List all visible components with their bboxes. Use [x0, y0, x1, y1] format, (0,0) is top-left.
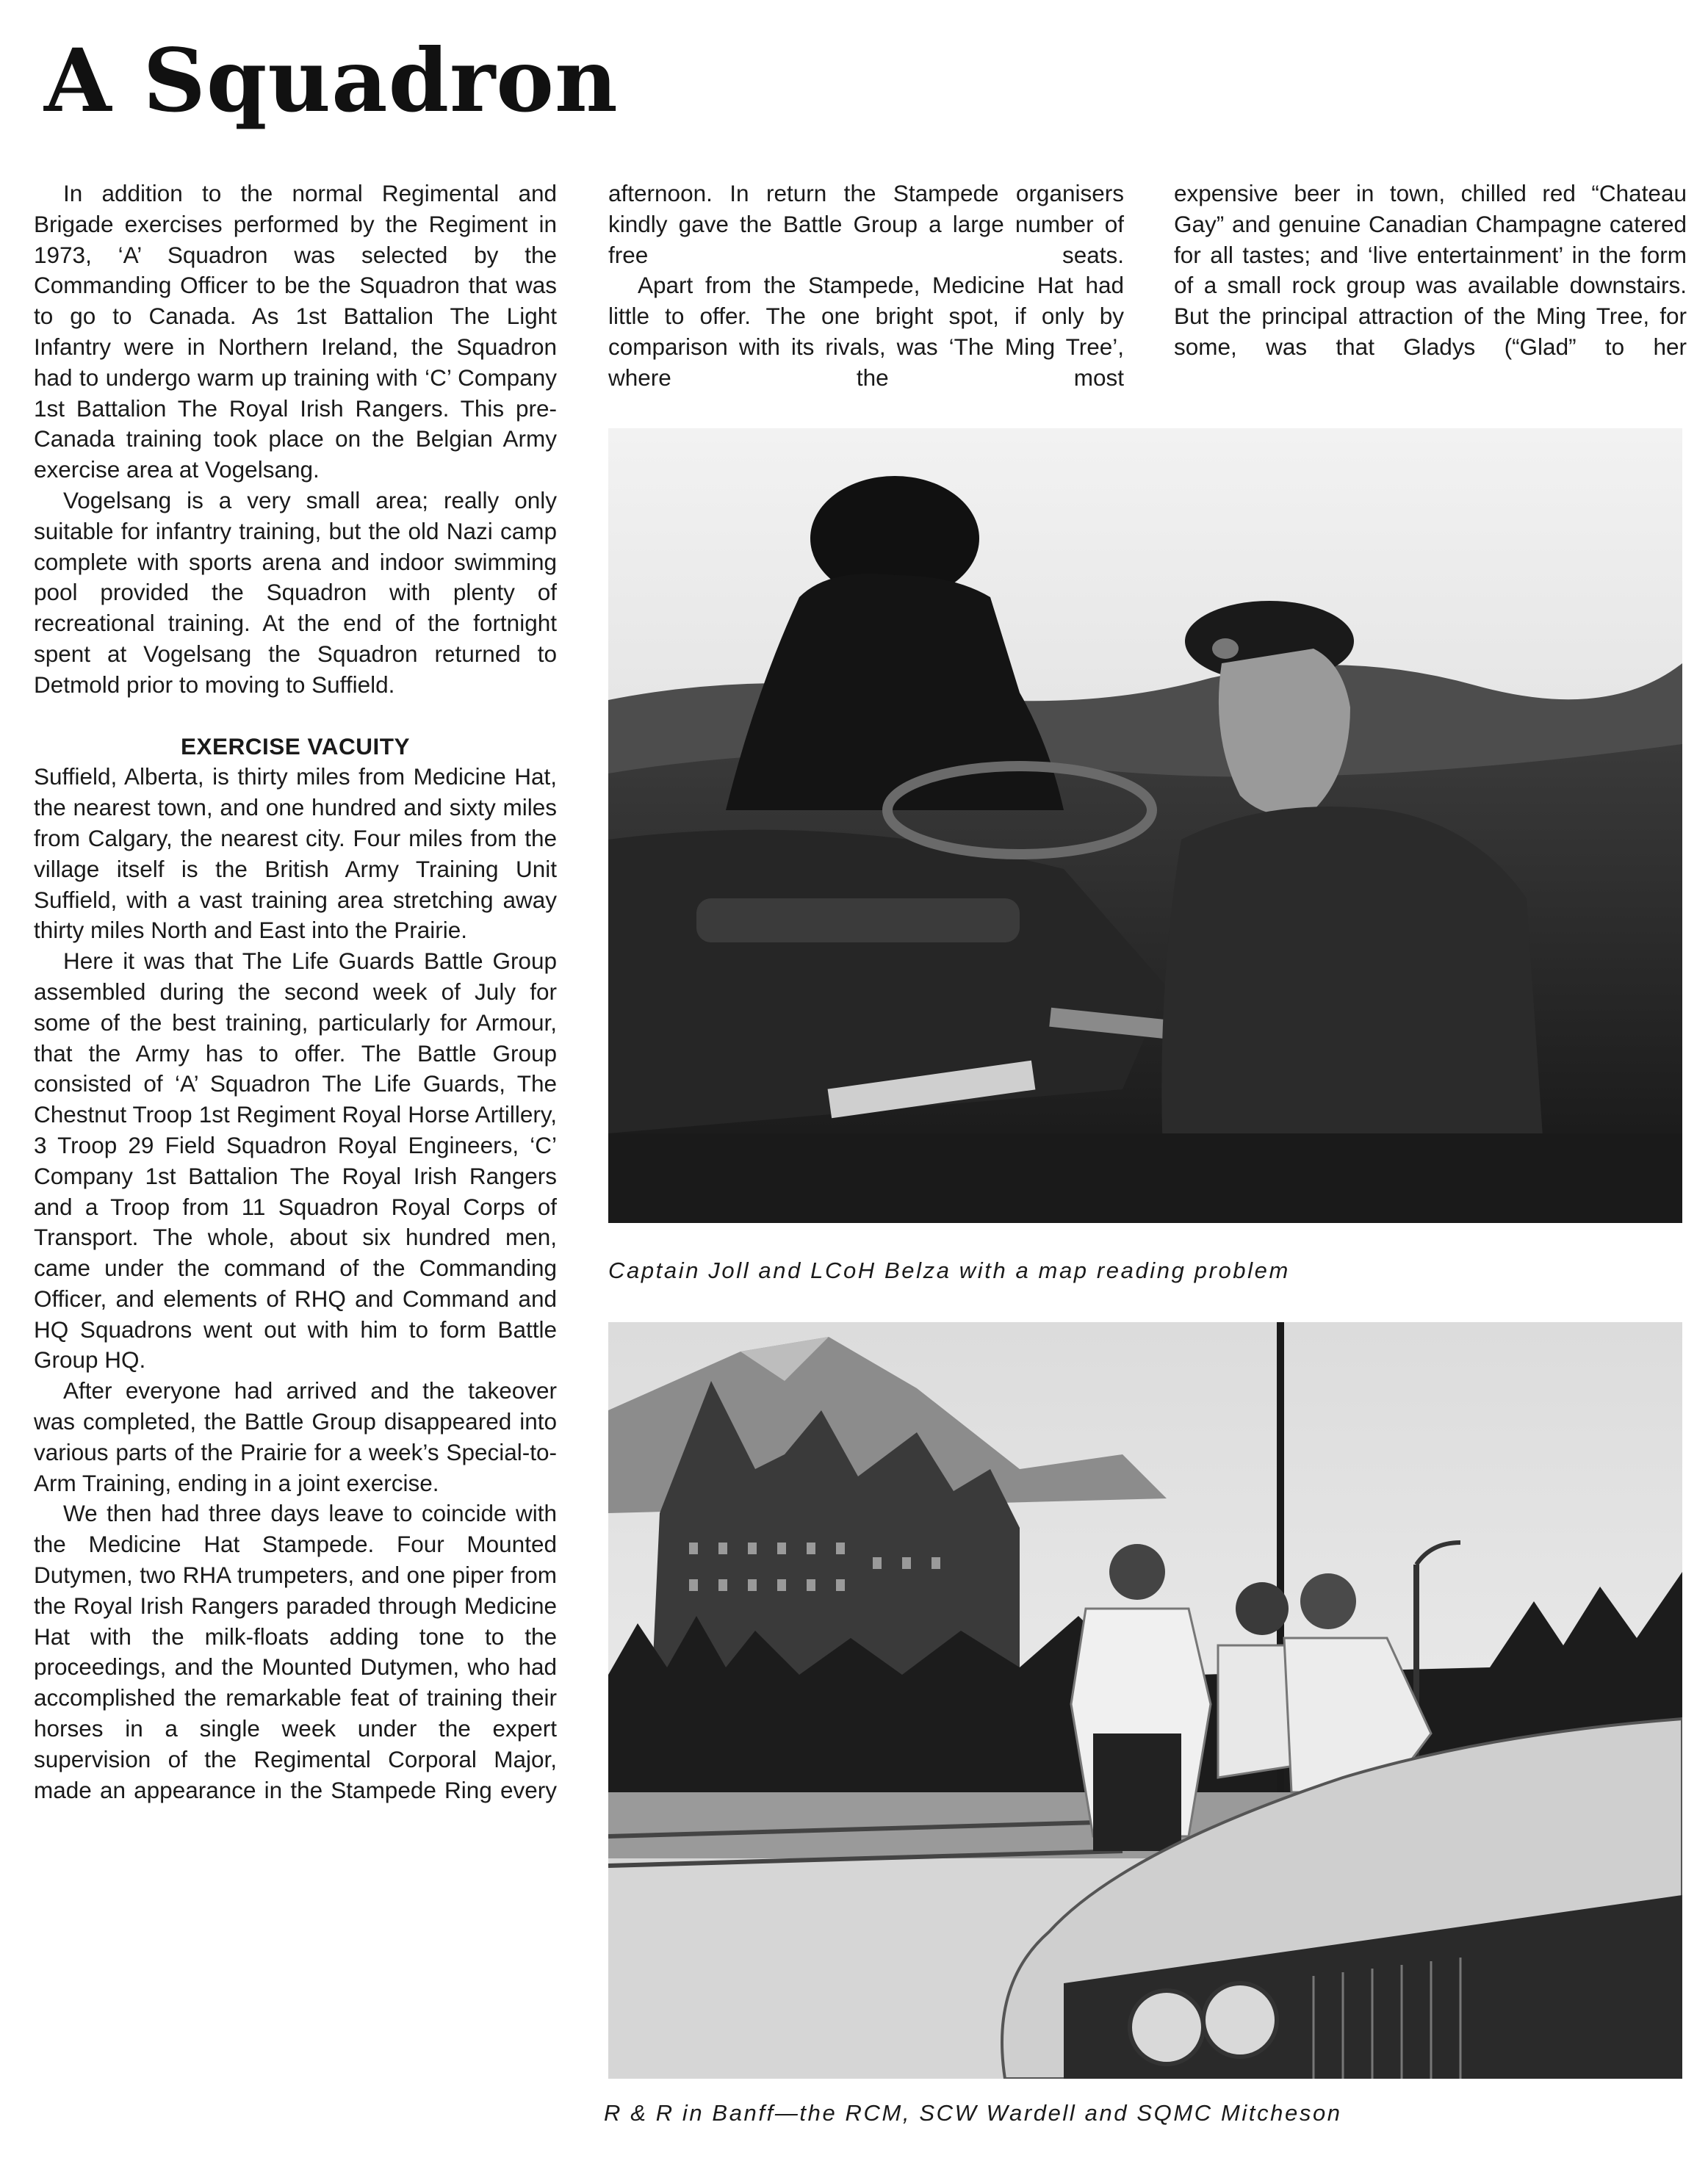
- paragraph: expensive beer in town, chilled red “Chateau Gay” and genuine Canadian Champagne catered for all tastes; and ‘live entertainment’ in the form of a small rock group was available downstairs. But the principal attraction of the Ming Tree, for some, was that Gladys (“Glad” to her: [1174, 180, 1687, 360]
- paragraph: Suffield, Alberta, is thirty miles from Medicine Hat, the nearest town, and one hundred and sixty miles from Calgary, the nearest city. Four miles from the village itself is the British Army Training Unit Suffield, with a vast training area stretching away thirty miles North and East into the Prairie.: [34, 763, 557, 944]
- paragraph: We then had three days leave to coincide with the Medicine Hat Stampede. Four Mounted Dutymen, two RHA trumpeters, and one piper from the Royal Irish Rangers paraded through Medicine Hat with the milk-floats adding tone to the proceedings, and the Mounted Dutymen, who had accomplished the remarkable feat of training their horses in a single week under the expert supervision of the Regimental Corporal Major, made an appearance in the Stampede Ring every: [34, 1500, 557, 1803]
- text-column-3: [1174, 178, 1687, 363]
- photo-caption: Captain Joll and LCoH Belza with a map reading problem: [608, 1258, 1290, 1283]
- photo-banff-group: [608, 1322, 1682, 2079]
- paragraph: Apart from the Stampede, Medicine Hat had little to offer. The one bright spot, if only by comparison with its rivals, was ‘The Ming Tree’, where the most: [608, 272, 1124, 391]
- paragraph: afternoon. In return the Stampede organisers kindly gave the Battle Group a large number of free seats.: [608, 180, 1124, 268]
- text-column-1: [34, 178, 557, 1805]
- text-column-2: [608, 178, 1124, 394]
- spacer: [34, 701, 557, 732]
- paragraph: Here it was that The Life Guards Battle Group assembled during the second week of July for some of the best training, particularly for Armour, that the Army has to offer. The Battle Group consisted of ‘A’ Squadron The Life Guards, The Chestnut Troop 1st Regiment Royal Horse Artillery, 3 Troop 29 Field Squadron Royal Engineers, ‘C’ Company 1st Battalion The Royal Irish Rangers and a Troop from 11 Squadron Royal Corps of Transport. The whole, about six hundred men, came under the command of the Commanding Officer, and elements of RHQ and Command and HQ Squadrons went out with him to form Battle Group HQ.: [34, 948, 557, 1374]
- paragraph: Vogelsang is a very small area; really only suitable for infantry training, but the old Nazi camp complete with sports arena and indoor swimming pool provided the Squadron with plenty of recreational training. At the end of the fortnight spent at Vogelsang the Squadron returned to Detmold prior to moving to Suffield.: [34, 486, 557, 698]
- photo-caption: R & R in Banff—the RCM, SCW Wardell and SQMC Mitcheson: [604, 2100, 1342, 2126]
- section-heading: EXERCISE VACUITY: [181, 732, 410, 760]
- paragraph: In addition to the normal Regimental and Brigade exercises performed by the Regiment in 1973, ‘A’ Squadron was selected by the Commanding Officer to be the Squadron that was to go to Canada. As 1st Battalion The Light Infantry were in Northern Ireland, the Squadron had to undergo warm up training with ‘C’ Company 1st Battalion The Royal Irish Rangers. This pre-Canada training took place on the Belgian Army exercise area at Vogelsang.: [34, 180, 557, 483]
- photo-soldiers-illustration: [608, 428, 1682, 1223]
- page-title: A Squadron: [44, 29, 619, 131]
- paragraph: After everyone had arrived and the takeover was completed, the Battle Group disappeared into various parts of the Prairie for a week’s Special-to-Arm Training, ending in a joint exercise.: [34, 1377, 557, 1496]
- photo-banff-illustration: [608, 1322, 1682, 2079]
- photo-soldiers-map-reading: [608, 428, 1682, 1223]
